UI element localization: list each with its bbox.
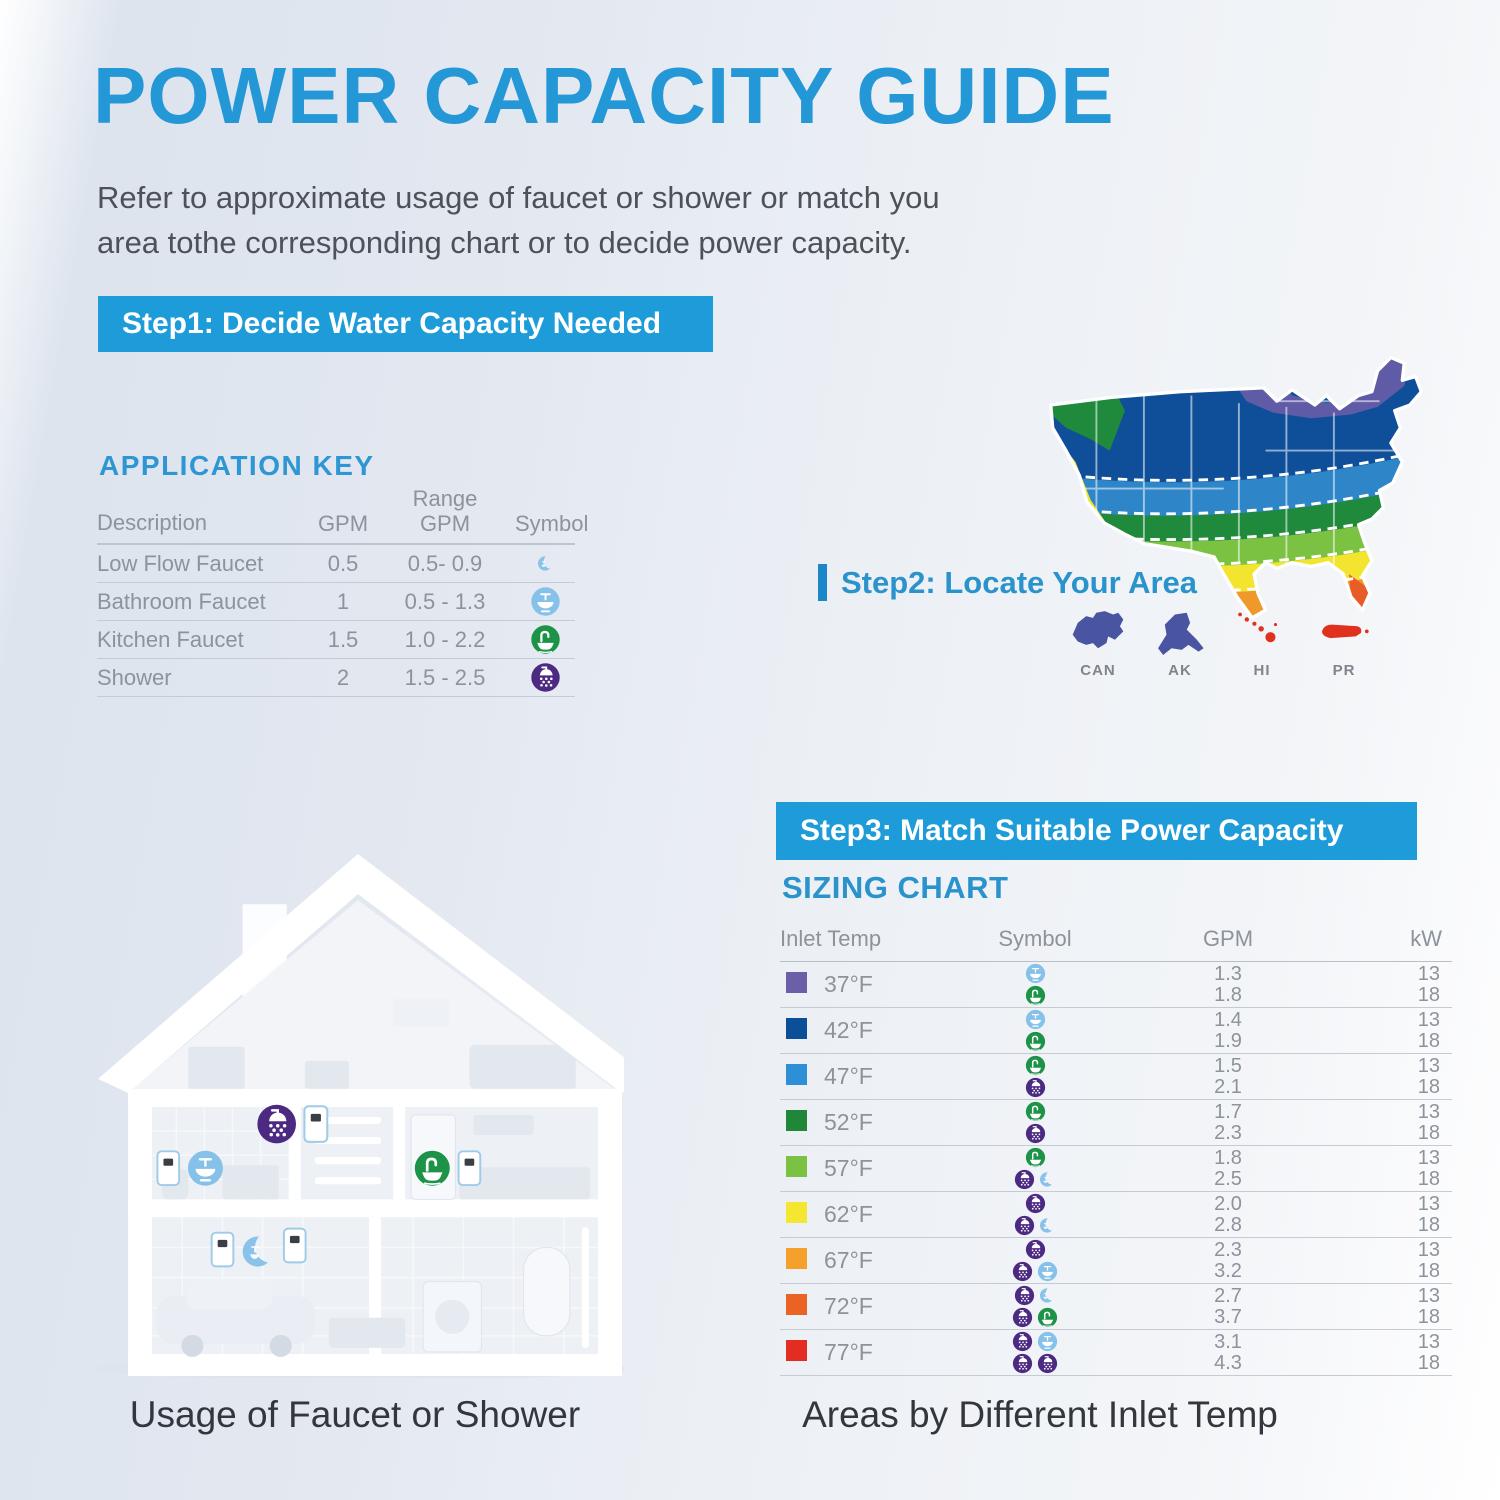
application-key-row bbox=[97, 659, 575, 697]
gpm-values bbox=[1128, 1194, 1328, 1236]
kw-values bbox=[1328, 1332, 1452, 1374]
symbol-line bbox=[1025, 1123, 1046, 1144]
symbol-line bbox=[1025, 1031, 1046, 1052]
row-symbols bbox=[942, 1193, 1128, 1236]
sizing-chart-row bbox=[780, 1146, 1452, 1192]
shower-icon bbox=[530, 662, 561, 693]
page-subtitle bbox=[97, 176, 940, 266]
application-key-row bbox=[97, 621, 575, 659]
low-flow-faucet-icon bbox=[1039, 1287, 1056, 1304]
gpm-values bbox=[1128, 964, 1328, 1006]
minimap-canada bbox=[1058, 606, 1138, 679]
application-gpm: 2 bbox=[336, 664, 350, 690]
step2-text: Step2: Locate Your Area bbox=[841, 564, 1198, 600]
gpm-value: 1.9 bbox=[1214, 1029, 1242, 1052]
application-description: Bathroom Faucet bbox=[97, 588, 266, 614]
kw-values bbox=[1328, 1148, 1452, 1190]
bathroom-faucet-icon bbox=[530, 586, 561, 617]
kw-value: 13 bbox=[1417, 962, 1440, 985]
symbol-line bbox=[1012, 1307, 1058, 1328]
puerto-rico-map-icon bbox=[1308, 606, 1380, 660]
application-key-header bbox=[97, 486, 589, 545]
sizing-chart-rows bbox=[780, 962, 1452, 1376]
application-range-gpm: 0.5- 0.9 bbox=[407, 550, 483, 576]
kw-value: 18 bbox=[1417, 1213, 1440, 1236]
kw-value: 18 bbox=[1417, 983, 1440, 1006]
gpm-values bbox=[1128, 1056, 1328, 1098]
row-symbols bbox=[942, 1055, 1128, 1098]
gpm-value: 2.0 bbox=[1214, 1192, 1242, 1215]
kw-value: 13 bbox=[1417, 1238, 1440, 1261]
inlet-temp-value: 52°F bbox=[824, 1109, 873, 1135]
gpm-value: 2.1 bbox=[1214, 1075, 1242, 1098]
sizing-chart-header bbox=[780, 926, 1452, 962]
kw-values bbox=[1328, 964, 1452, 1006]
application-symbol bbox=[515, 624, 575, 655]
kw-value: 18 bbox=[1417, 1167, 1440, 1190]
sizing-chart-row bbox=[780, 962, 1452, 1008]
kw-value: 13 bbox=[1417, 1146, 1440, 1169]
second-floor-slab bbox=[128, 1199, 622, 1217]
low-flow-faucet-icon bbox=[537, 555, 554, 572]
application-symbol bbox=[515, 586, 575, 617]
kw-value: 13 bbox=[1417, 1100, 1440, 1123]
inlet-temp-swatch bbox=[786, 1340, 807, 1361]
application-gpm: 1.5 bbox=[327, 626, 359, 652]
minimap-puerto-rico bbox=[1304, 606, 1384, 679]
page-title: POWER CAPACITY GUIDE bbox=[93, 51, 1115, 140]
shower-icon bbox=[1025, 1123, 1046, 1144]
kw-values bbox=[1328, 1194, 1452, 1236]
step2-accent-bar bbox=[818, 564, 827, 601]
gpm-value: 3.2 bbox=[1214, 1259, 1242, 1282]
kw-value: 13 bbox=[1417, 1192, 1440, 1215]
col-kw: kW bbox=[1410, 926, 1442, 951]
water-heater-unit bbox=[304, 1106, 327, 1142]
kw-value: 18 bbox=[1417, 1305, 1440, 1328]
low-flow-faucet-icon bbox=[1039, 1217, 1056, 1234]
gpm-value: 1.5 bbox=[1214, 1054, 1242, 1077]
kitchen-faucet-icon bbox=[1025, 1055, 1046, 1076]
shower-icon bbox=[257, 1105, 296, 1144]
gpm-value: 1.3 bbox=[1214, 962, 1242, 985]
sizing-chart-row bbox=[780, 1008, 1452, 1054]
kw-values bbox=[1328, 1010, 1452, 1052]
kw-value: 18 bbox=[1417, 1259, 1440, 1282]
minimap-label: AK bbox=[1168, 662, 1192, 679]
gpm-values bbox=[1128, 1102, 1328, 1144]
symbol-line bbox=[1025, 1193, 1046, 1214]
kw-values bbox=[1328, 1240, 1452, 1282]
kw-value: 18 bbox=[1417, 1121, 1440, 1144]
application-range-gpm: 1.5 - 2.5 bbox=[404, 664, 486, 690]
symbol-line bbox=[1025, 1077, 1046, 1098]
shower-icon bbox=[1025, 1077, 1046, 1098]
gpm-value: 4.3 bbox=[1214, 1351, 1242, 1374]
step3-banner: Step3: Match Suitable Power Capacity bbox=[776, 802, 1417, 860]
kw-value: 18 bbox=[1417, 1351, 1440, 1374]
inlet-temp-value: 77°F bbox=[824, 1339, 873, 1365]
row-symbols bbox=[942, 1009, 1128, 1052]
caption-usage: Usage of Faucet or Shower bbox=[129, 1394, 581, 1435]
bathroom-faucet-icon bbox=[1037, 1331, 1058, 1352]
canada-map-icon bbox=[1062, 606, 1134, 660]
inlet-temp-value: 37°F bbox=[824, 971, 873, 997]
gpm-value: 2.8 bbox=[1214, 1213, 1242, 1236]
application-gpm: 0.5 bbox=[327, 550, 359, 576]
col-inlet-temp: Inlet Temp bbox=[780, 926, 882, 951]
step1-banner: Step1: Decide Water Capacity Needed bbox=[98, 296, 713, 352]
bathroom-faucet-icon bbox=[1037, 1261, 1058, 1282]
symbol-line bbox=[1025, 1239, 1046, 1260]
symbol-line bbox=[1025, 1055, 1046, 1076]
shower-icon bbox=[1012, 1261, 1033, 1282]
application-range-gpm: 0.5 - 1.3 bbox=[404, 588, 486, 614]
kitchen-faucet-icon bbox=[1037, 1307, 1058, 1328]
gpm-value: 2.3 bbox=[1214, 1121, 1242, 1144]
symbol-line bbox=[1025, 1147, 1046, 1168]
inlet-temp-value: 72°F bbox=[824, 1293, 873, 1319]
application-description: Shower bbox=[97, 664, 172, 690]
shower-icon bbox=[1012, 1307, 1033, 1328]
inlet-temp-swatch bbox=[786, 1018, 807, 1039]
shower-icon bbox=[1014, 1285, 1035, 1306]
sizing-chart-table bbox=[780, 926, 1452, 1376]
symbol-line bbox=[1014, 1215, 1056, 1236]
application-key-rows bbox=[97, 545, 575, 697]
gpm-value: 1.8 bbox=[1214, 1146, 1242, 1169]
gpm-value: 1.4 bbox=[1214, 1008, 1242, 1031]
house-cutaway-illustration bbox=[92, 846, 624, 1378]
gpm-values bbox=[1128, 1240, 1328, 1282]
symbol-line bbox=[1025, 1009, 1046, 1030]
inlet-temp-value: 67°F bbox=[824, 1247, 873, 1273]
low-flow-faucet-icon bbox=[243, 1236, 273, 1266]
symbol-line bbox=[1012, 1353, 1058, 1374]
minimap-label: HI bbox=[1253, 662, 1271, 679]
bathroom-faucet-icon bbox=[188, 1151, 223, 1186]
inlet-temp-value: 62°F bbox=[824, 1201, 873, 1227]
inlet-temp-swatch bbox=[786, 1110, 807, 1131]
gpm-value: 1.7 bbox=[1214, 1100, 1242, 1123]
water-heater-unit bbox=[157, 1151, 179, 1185]
symbol-line bbox=[1025, 963, 1046, 984]
kw-value: 13 bbox=[1417, 1284, 1440, 1307]
alaska-map-icon bbox=[1144, 606, 1216, 660]
col-range-gpm bbox=[375, 487, 515, 536]
kitchen-faucet-icon bbox=[415, 1151, 450, 1186]
gpm-values bbox=[1128, 1010, 1328, 1052]
col-range-line1: Range bbox=[412, 486, 478, 511]
kitchen-faucet-icon bbox=[1025, 1101, 1046, 1122]
bathroom-faucet-icon bbox=[1025, 963, 1046, 984]
inlet-temp-value: 42°F bbox=[824, 1017, 873, 1043]
minimap-hawaii bbox=[1222, 606, 1302, 679]
application-gpm: 1 bbox=[336, 588, 350, 614]
water-heater-unit bbox=[284, 1229, 306, 1263]
shower-icon bbox=[1025, 1239, 1046, 1260]
sizing-chart-title: SIZING CHART bbox=[782, 870, 1009, 905]
kitchen-faucet-icon bbox=[1025, 985, 1046, 1006]
gpm-value: 2.5 bbox=[1214, 1167, 1242, 1190]
kw-values bbox=[1328, 1102, 1452, 1144]
symbol-line bbox=[1012, 1331, 1058, 1352]
inlet-temp-swatch bbox=[786, 1202, 807, 1223]
row-symbols bbox=[942, 1101, 1128, 1144]
application-symbol bbox=[515, 662, 575, 693]
sizing-chart-row bbox=[780, 1330, 1452, 1376]
sizing-chart-row bbox=[780, 1054, 1452, 1100]
subtitle-line-1: Refer to approximate usage of faucet or shower or match you bbox=[97, 180, 940, 215]
col-gpm: GPM bbox=[1202, 926, 1254, 951]
kw-value: 13 bbox=[1417, 1008, 1440, 1031]
shower-icon bbox=[1012, 1353, 1033, 1374]
hawaii-map-icon bbox=[1226, 606, 1298, 660]
low-flow-faucet-icon bbox=[1039, 1171, 1056, 1188]
shower-icon bbox=[1025, 1193, 1046, 1214]
application-description: Low Flow Faucet bbox=[97, 550, 264, 576]
us-temperature-zone-map bbox=[1026, 348, 1486, 633]
sizing-chart-row bbox=[780, 1238, 1452, 1284]
kw-value: 13 bbox=[1417, 1330, 1440, 1353]
symbol-line bbox=[1025, 1101, 1046, 1122]
gpm-values bbox=[1128, 1148, 1328, 1190]
inlet-temp-swatch bbox=[786, 1064, 807, 1085]
water-heater-unit bbox=[459, 1151, 481, 1185]
minimap-alaska bbox=[1140, 606, 1220, 679]
application-range-gpm: 1.0 - 2.2 bbox=[404, 626, 486, 652]
base-slab bbox=[128, 1354, 622, 1376]
sizing-chart-row bbox=[780, 1284, 1452, 1330]
symbol-line bbox=[1025, 985, 1046, 1006]
col-symbol: Symbol bbox=[998, 926, 1072, 951]
row-symbols bbox=[942, 1239, 1128, 1282]
gpm-value: 2.3 bbox=[1214, 1238, 1242, 1261]
col-range-line2: GPM bbox=[419, 510, 471, 536]
application-key-row bbox=[97, 545, 575, 583]
minimap-label: CAN bbox=[1080, 662, 1116, 679]
symbol-line bbox=[1014, 1285, 1056, 1306]
water-heater-unit bbox=[212, 1233, 234, 1267]
minimap-label: PR bbox=[1332, 662, 1356, 679]
col-gpm: GPM bbox=[317, 510, 369, 536]
subtitle-line-2: area tothe corresponding chart or to decide power capacity. bbox=[97, 224, 912, 260]
kitchen-faucet-icon bbox=[530, 624, 561, 655]
kitchen-faucet-icon bbox=[1025, 1031, 1046, 1052]
application-symbol bbox=[515, 555, 575, 572]
kitchen-faucet-icon bbox=[1025, 1147, 1046, 1168]
kw-value: 13 bbox=[1417, 1054, 1440, 1077]
bathroom-faucet-icon bbox=[1025, 1009, 1046, 1030]
symbol-line bbox=[1012, 1261, 1058, 1282]
col-symbol: Symbol bbox=[515, 510, 589, 536]
kw-values bbox=[1328, 1056, 1452, 1098]
application-description: Kitchen Faucet bbox=[97, 626, 244, 652]
sizing-chart-row bbox=[780, 1192, 1452, 1238]
shower-icon bbox=[1014, 1169, 1035, 1190]
right-wall bbox=[598, 1089, 622, 1376]
gpm-value: 3.1 bbox=[1214, 1330, 1242, 1353]
col-description: Description bbox=[97, 510, 208, 536]
shower-icon bbox=[1037, 1353, 1058, 1374]
attic-floor-slab bbox=[128, 1089, 622, 1107]
symbol-line bbox=[1014, 1169, 1056, 1190]
application-key-table bbox=[97, 486, 589, 697]
region-minimaps bbox=[1058, 606, 1384, 679]
inlet-temp-swatch bbox=[786, 972, 807, 993]
caption-areas: Areas by Different Inlet Temp bbox=[802, 1394, 1278, 1435]
left-wall bbox=[128, 1089, 152, 1376]
shower-icon bbox=[1014, 1215, 1035, 1236]
row-symbols bbox=[942, 1285, 1128, 1328]
inlet-temp-swatch bbox=[786, 1294, 807, 1315]
closet-wall bbox=[393, 1107, 405, 1199]
application-key-row bbox=[97, 583, 575, 621]
inlet-temp-swatch bbox=[786, 1156, 807, 1177]
gpm-value: 1.8 bbox=[1214, 983, 1242, 1006]
gpm-value: 2.7 bbox=[1214, 1284, 1242, 1307]
sizing-chart-row bbox=[780, 1100, 1452, 1146]
kw-value: 18 bbox=[1417, 1075, 1440, 1098]
shower-icon bbox=[1012, 1331, 1033, 1352]
inlet-temp-value: 47°F bbox=[824, 1063, 873, 1089]
kw-value: 18 bbox=[1417, 1029, 1440, 1052]
gpm-values bbox=[1128, 1286, 1328, 1328]
row-symbols bbox=[942, 963, 1128, 1006]
row-symbols bbox=[942, 1147, 1128, 1190]
gpm-values bbox=[1128, 1332, 1328, 1374]
gpm-value: 3.7 bbox=[1214, 1305, 1242, 1328]
row-symbols bbox=[942, 1331, 1128, 1374]
inlet-temp-value: 57°F bbox=[824, 1155, 873, 1181]
application-key-title: APPLICATION KEY bbox=[99, 450, 375, 481]
inlet-temp-swatch bbox=[786, 1248, 807, 1269]
kw-values bbox=[1328, 1286, 1452, 1328]
